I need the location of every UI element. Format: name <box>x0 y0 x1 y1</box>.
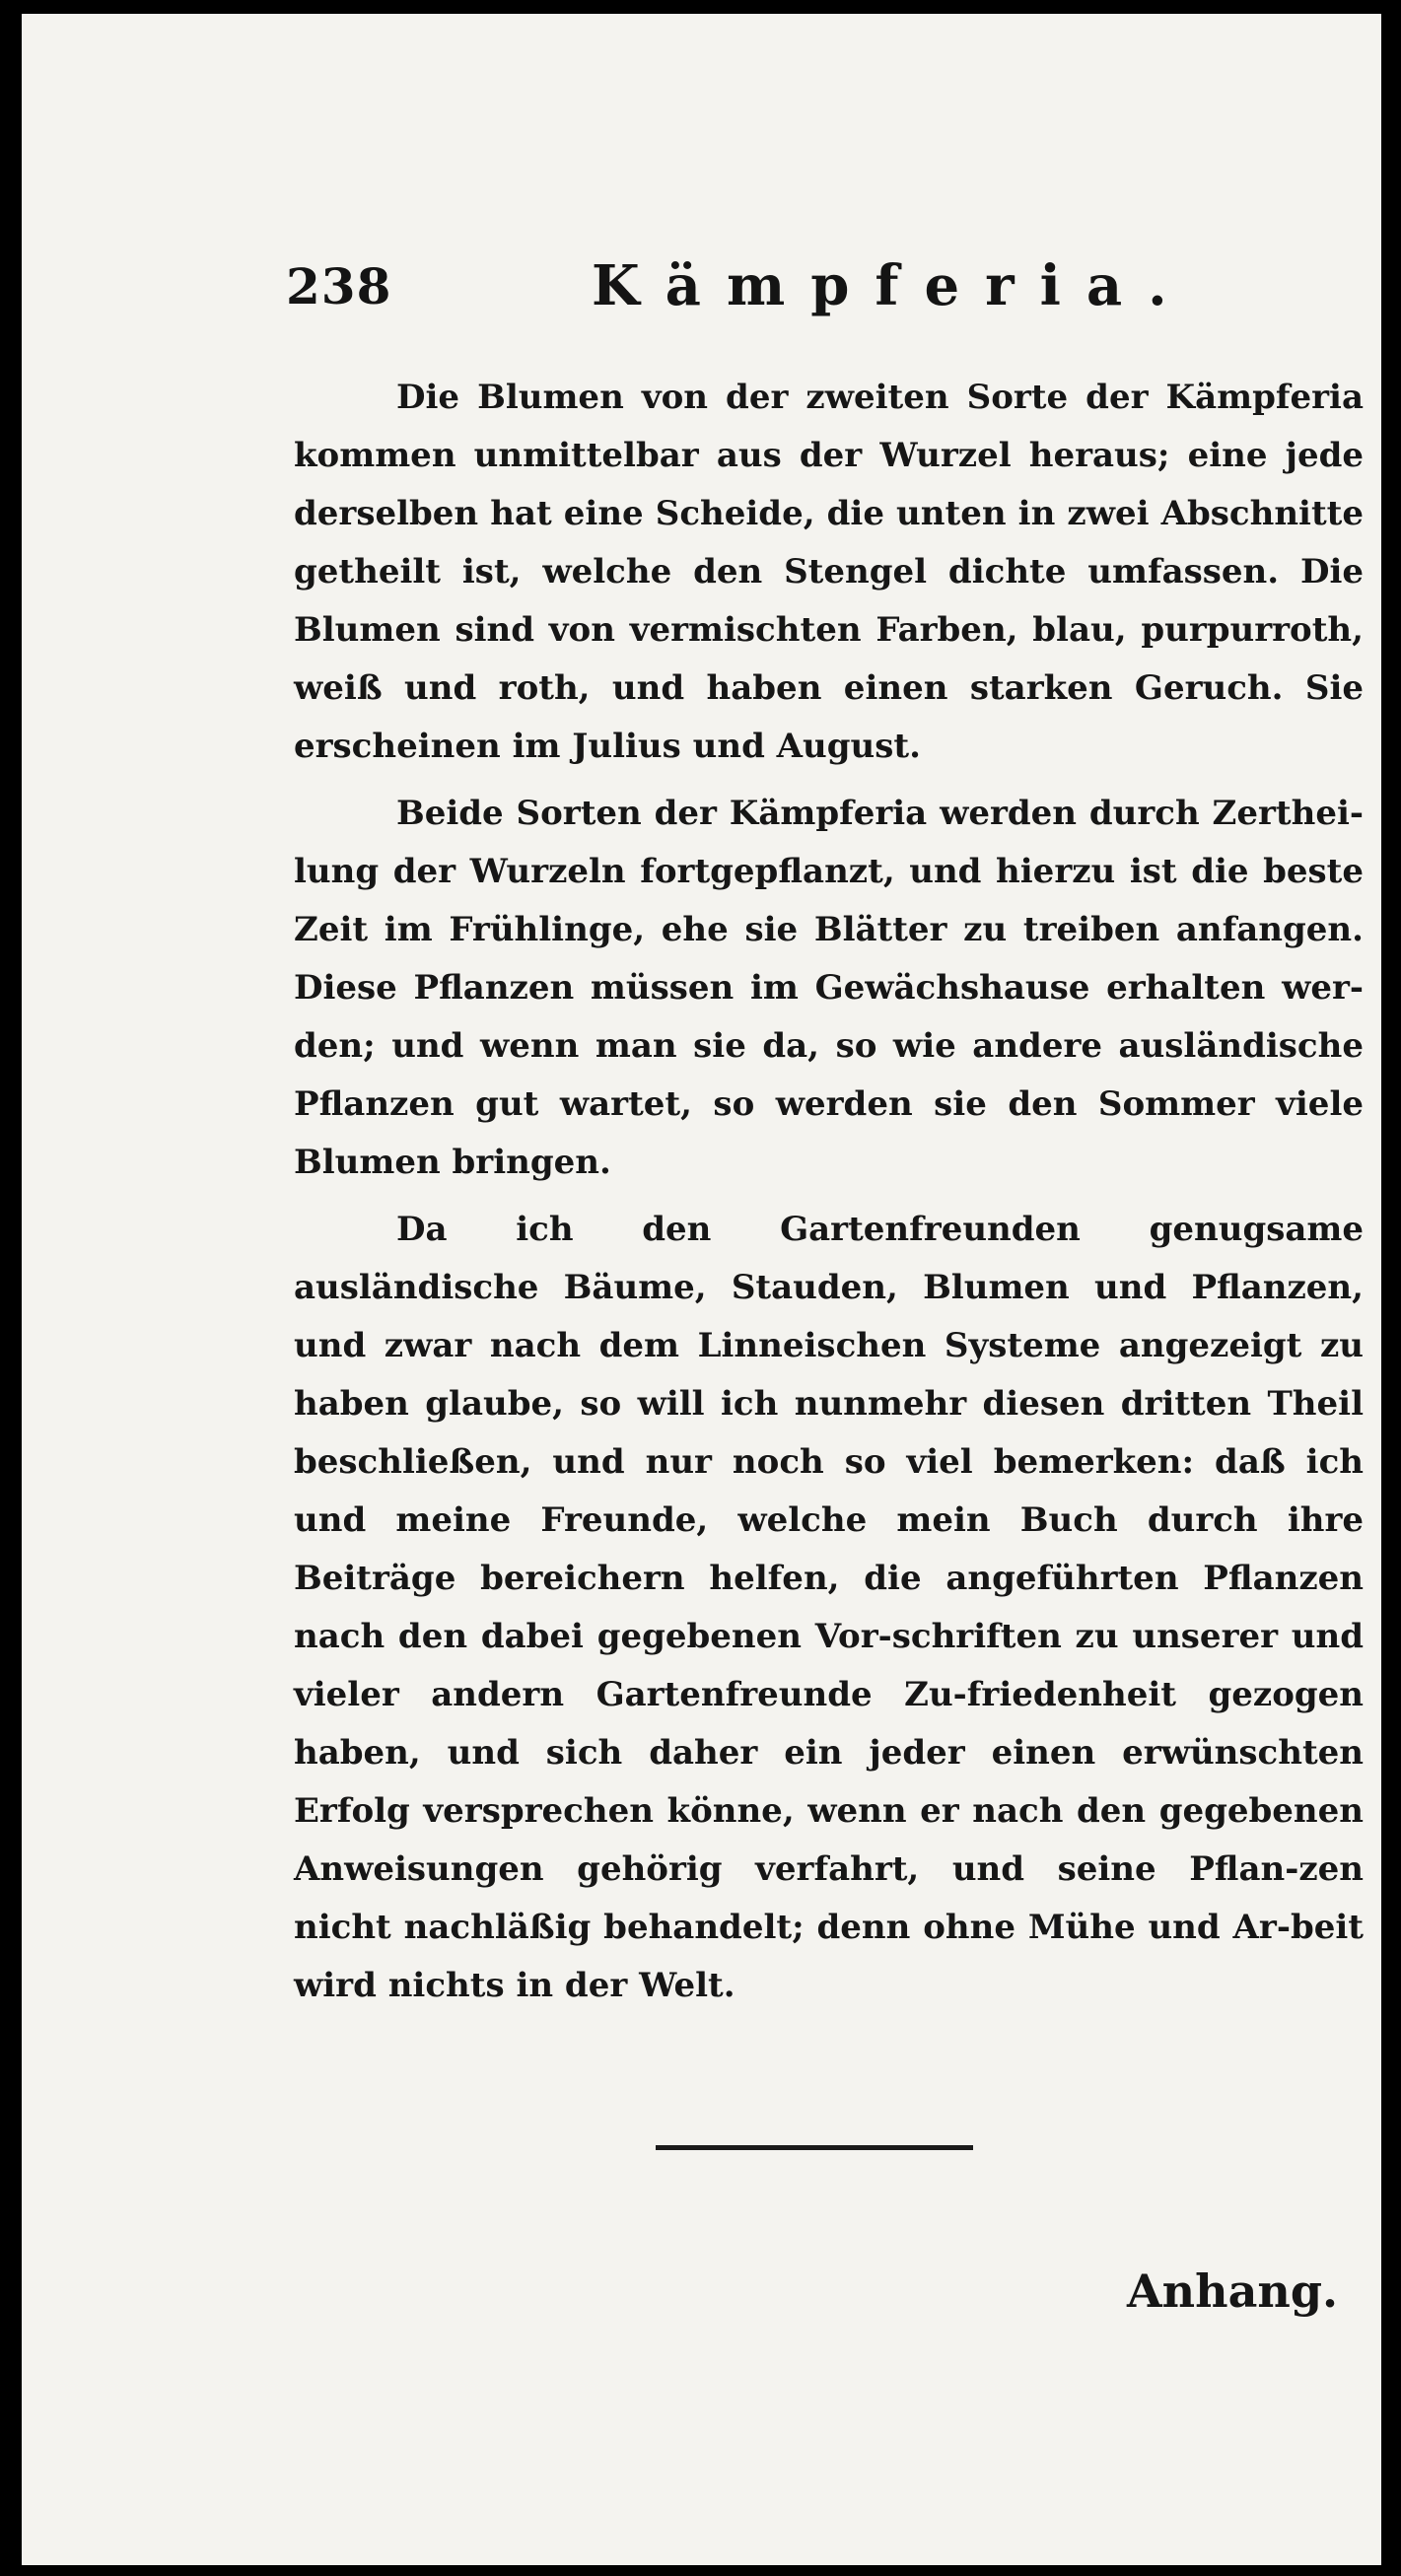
running-head: Kämpferia. <box>592 253 1193 318</box>
book-page <box>22 14 1381 2565</box>
page-number: 238 <box>286 257 392 315</box>
catchword: Anhang. <box>1126 2264 1338 2318</box>
paragraph-1: Die Blumen von der zweiten Sorte der Kämpferia kommen unmittelbar aus der Wurzel heraus; eine jede derselben hat eine Scheide, die unten in zwei Abschnitte getheilt ist, welche den Stengel dichte umfassen. Die Blumen sind von vermischten Farben, blau, purpurroth, weiß und roth, und haben einen starken Geruch. Sie erscheinen im Julius und August. <box>294 378 1364 766</box>
body-text <box>294 369 1364 2024</box>
paragraph-2: Beide Sorten der Kämpferia werden durch Zerthei-lung der Wurzeln fortgepflanzt, und hierzu ist die beste Zeit im Frühlinge, ehe sie Blätter zu treiben anfangen. Diese Pflanzen müssen im Gewächshause erhalten wer-den; und wenn man sie da, so wie andere ausländische Pflanzen gut wartet, so werden sie den Sommer viele Blumen bringen. <box>294 794 1364 1182</box>
end-rule <box>656 2145 973 2150</box>
paragraph-3: Da ich den Gartenfreunden genugsame ausländische Bäume, Stauden, Blumen und Pflanzen, und zwar nach dem Linneischen Systeme angezeigt zu haben glaube, so will ich nunmehr diesen dritten Theil beschließen, und nur noch so viel bemerken: daß ich und meine Freunde, welche mein Buch durch ihre Beiträge bereichern helfen, die angeführten Pflanzen nach den dabei gegebenen Vor-schriften zu unserer und vieler andern Gartenfreunde Zu-friedenheit gezogen haben, und sich daher ein jeder einen erwünschten Erfolg versprechen könne, wenn er nach den gegebenen Anweisungen gehörig verfahrt, und seine Pflan-zen nicht nachläßig behandelt; denn ohne Mühe und Ar-beit wird nichts in der Welt. <box>294 1210 1364 2005</box>
page-header <box>286 245 1193 334</box>
